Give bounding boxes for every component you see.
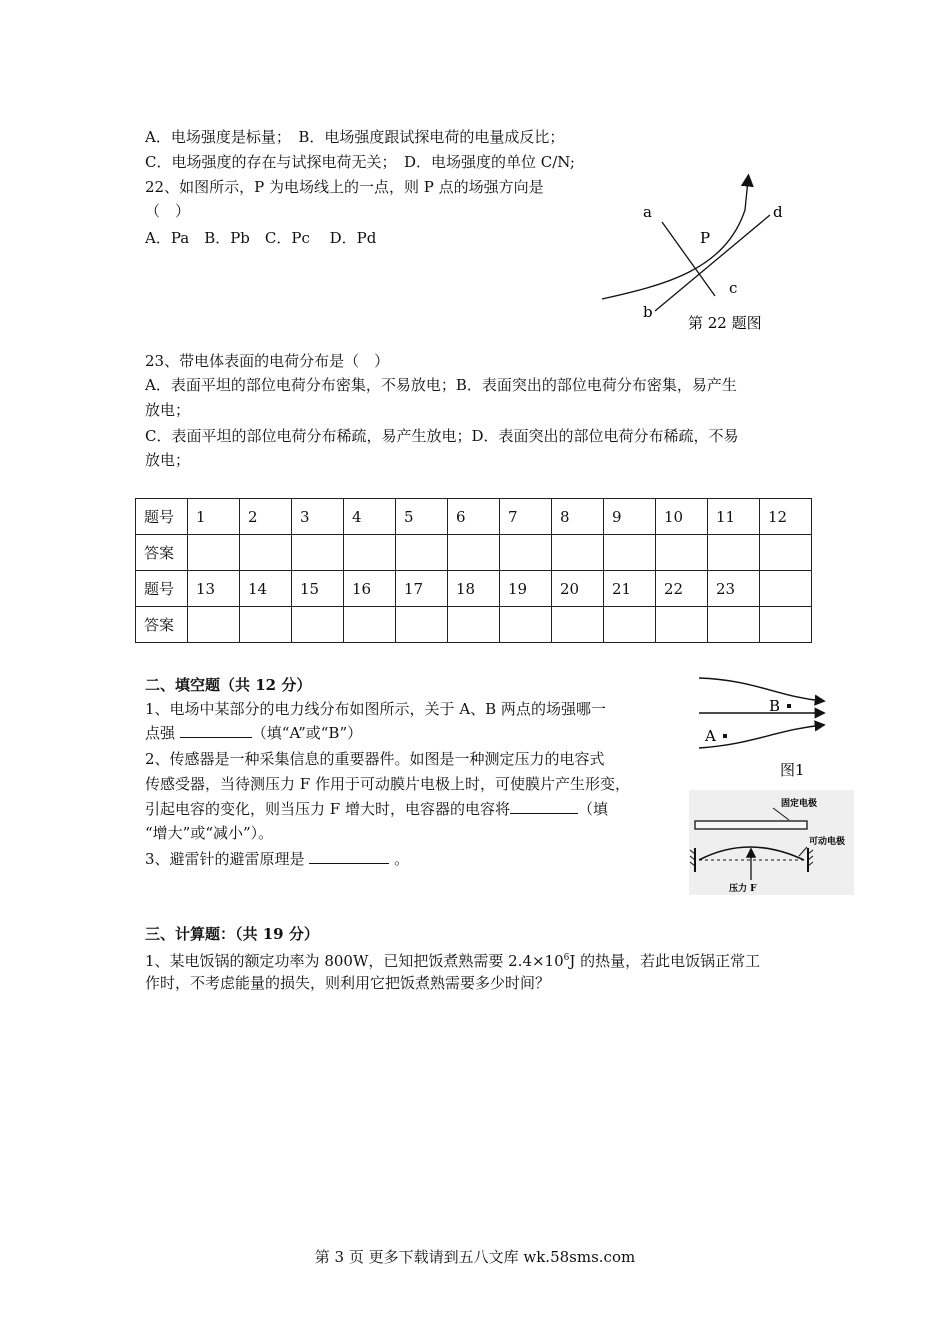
s2-q1-post: （填“A”或“B”） xyxy=(251,724,363,742)
table-cell: 2 xyxy=(240,499,292,535)
s2-q2-line3 xyxy=(145,798,608,820)
q23-option-b: B．表面突出的部位电荷分布密集，易产生 xyxy=(455,376,737,394)
s3-q1-pre: 1、某电饭锅的额定功率为 800W，已知把饭煮熟需要 2.4×10 xyxy=(145,952,564,970)
answer-cell[interactable] xyxy=(292,607,344,643)
row-header: 题号 xyxy=(136,499,188,535)
table-cell: 4 xyxy=(344,499,396,535)
s2-q3-post: 。 xyxy=(394,850,410,868)
q22-options: A．Pa B．Pb C．Pc D．Pd xyxy=(145,229,377,247)
s2-q2-post: （填 xyxy=(577,800,608,818)
table-cell: 22 xyxy=(656,571,708,607)
table-cell: 1 xyxy=(188,499,240,535)
label-p: P xyxy=(700,229,711,247)
answer-cell[interactable] xyxy=(188,535,240,571)
answer-cell[interactable] xyxy=(604,535,656,571)
s3-q1-post: J 的热量，若此电饭锅正常工 xyxy=(569,952,761,970)
table-cell xyxy=(760,571,812,607)
s2-q3-pre: 3、避雷针的避雷原理是 xyxy=(145,850,305,868)
figure-1-caption: 图1 xyxy=(780,761,805,779)
point-b-label: B xyxy=(769,697,781,715)
q23-options-cd xyxy=(145,425,739,447)
answer-cell[interactable] xyxy=(708,607,760,643)
table-cell: 11 xyxy=(708,499,760,535)
s2-q2-blank[interactable] xyxy=(510,813,578,814)
table-cell: 12 xyxy=(760,499,812,535)
table-row xyxy=(136,571,812,607)
answer-cell[interactable] xyxy=(708,535,760,571)
s3-q1-exponent: 6 xyxy=(563,953,570,963)
answer-table xyxy=(135,498,812,643)
q23-option-a: A．表面平坦的部位电荷分布密集，不易放电； xyxy=(145,376,456,394)
q23-option-d: D．表面突出的部位电荷分布稀疏，不易 xyxy=(471,427,739,445)
s3-q1-line1 xyxy=(145,947,760,972)
s2-q2-line4: “增大”或“减小”）。 xyxy=(145,824,274,842)
table-cell: 9 xyxy=(604,499,656,535)
table-row xyxy=(136,607,812,643)
table-cell: 15 xyxy=(292,571,344,607)
s3-q1-line2: 作时，不考虑能量的损失，则利用它把饭煮熟需要多少时间？ xyxy=(145,974,551,992)
answer-cell[interactable] xyxy=(240,535,292,571)
table-row xyxy=(136,499,812,535)
q23-options-ab xyxy=(145,374,737,396)
pressure-label: 压力 F xyxy=(729,884,757,894)
point-b-dot xyxy=(787,704,791,708)
q23-option-b-cont: 放电； xyxy=(145,401,191,419)
label-d: d xyxy=(773,203,783,221)
q23-stem: 23、带电体表面的电荷分布是（ ） xyxy=(145,352,390,370)
fixed-electrode-label: 固定电极 xyxy=(781,799,818,809)
table-cell: 18 xyxy=(448,571,500,607)
page-footer: 第 3 页 更多下载请到五八文库 wk.58sms.com xyxy=(314,1248,636,1266)
figure-2-capacitor-sensor xyxy=(689,790,854,895)
section2-title: 二、填空题（共 12 分） xyxy=(145,676,312,694)
q22-paren: （ ） xyxy=(145,202,191,220)
table-cell: 8 xyxy=(552,499,604,535)
answer-cell[interactable] xyxy=(188,607,240,643)
q23-option-d-cont: 放电； xyxy=(145,451,191,469)
table-cell: 23 xyxy=(708,571,760,607)
figure-caption: 第 22 题图 xyxy=(688,314,762,332)
table-cell: 16 xyxy=(344,571,396,607)
answer-cell[interactable] xyxy=(292,535,344,571)
movable-electrode-label: 可动电极 xyxy=(809,837,846,847)
answer-cell[interactable] xyxy=(500,535,552,571)
table-cell: 6 xyxy=(448,499,500,535)
s2-q1-line2 xyxy=(145,722,362,744)
answer-cell[interactable] xyxy=(344,535,396,571)
answer-cell[interactable] xyxy=(656,607,708,643)
q22-stem: 22、如图所示，P 为电场线上的一点，则 P 点的场强方向是 xyxy=(145,178,544,196)
table-cell: 5 xyxy=(396,499,448,535)
answer-cell[interactable] xyxy=(396,607,448,643)
s2-q1-blank[interactable] xyxy=(180,737,252,738)
answer-cell[interactable] xyxy=(448,607,500,643)
fixed-electrode-plate xyxy=(695,821,807,829)
table-cell: 10 xyxy=(656,499,708,535)
answer-cell[interactable] xyxy=(552,535,604,571)
q21-option-line-2: C．电场强度的存在与试探电荷无关； D．电场强度的单位 C/N; xyxy=(145,153,575,171)
table-row xyxy=(136,535,812,571)
q23-option-c: C．表面平坦的部位电荷分布稀疏，易产生放电； xyxy=(145,427,472,445)
answer-cell[interactable] xyxy=(396,535,448,571)
table-cell: 13 xyxy=(188,571,240,607)
table-cell: 7 xyxy=(500,499,552,535)
answer-cell[interactable] xyxy=(500,607,552,643)
answer-cell[interactable] xyxy=(448,535,500,571)
table-cell: 21 xyxy=(604,571,656,607)
answer-cell[interactable] xyxy=(552,607,604,643)
section3-title: 三、计算题：（共 19 分） xyxy=(145,925,319,943)
answer-cell[interactable] xyxy=(656,535,708,571)
point-a-dot xyxy=(723,734,727,738)
s2-q1-pre: 点强 xyxy=(145,724,176,742)
s2-q2-line2: 传感受器，当待测压力 F 作用于可动膜片电极上时，可使膜片产生形变， xyxy=(145,775,630,793)
answer-cell[interactable] xyxy=(760,607,812,643)
table-cell: 20 xyxy=(552,571,604,607)
row-header: 题号 xyxy=(136,571,188,607)
answer-cell[interactable] xyxy=(344,607,396,643)
table-cell: 19 xyxy=(500,571,552,607)
answer-cell[interactable] xyxy=(240,607,292,643)
s2-q2-line1: 2、传感器是一种采集信息的重要器件。如图是一种测定压力的电容式 xyxy=(145,750,605,768)
table-cell: 17 xyxy=(396,571,448,607)
s2-q3-line xyxy=(145,848,409,870)
answer-cell[interactable] xyxy=(604,607,656,643)
point-a-label: A xyxy=(705,727,716,745)
s2-q1-line1: 1、电场中某部分的电力线分布如图所示，关于 A、B 两点的场强哪一 xyxy=(145,700,606,718)
table-cell: 3 xyxy=(292,499,344,535)
label-c: c xyxy=(729,279,738,297)
s2-q3-blank[interactable] xyxy=(309,863,389,864)
q22-figure xyxy=(595,170,795,335)
field-line-bottom xyxy=(699,725,823,748)
q21-option-line-1: A．电场强度是标量； B．电场强度跟试探电荷的电量成反比； xyxy=(145,128,565,146)
label-b: b xyxy=(643,303,653,321)
line-bd xyxy=(655,215,770,311)
row-header: 答案 xyxy=(136,607,188,643)
s2-q2-pre: 引起电容的变化，则当压力 F 增大时，电容器的电容将 xyxy=(145,800,510,818)
field-line-top xyxy=(699,678,823,701)
table-cell: 14 xyxy=(240,571,292,607)
figure-1-field-lines xyxy=(695,672,840,784)
answer-cell[interactable] xyxy=(760,535,812,571)
label-a: a xyxy=(643,203,652,221)
row-header: 答案 xyxy=(136,535,188,571)
